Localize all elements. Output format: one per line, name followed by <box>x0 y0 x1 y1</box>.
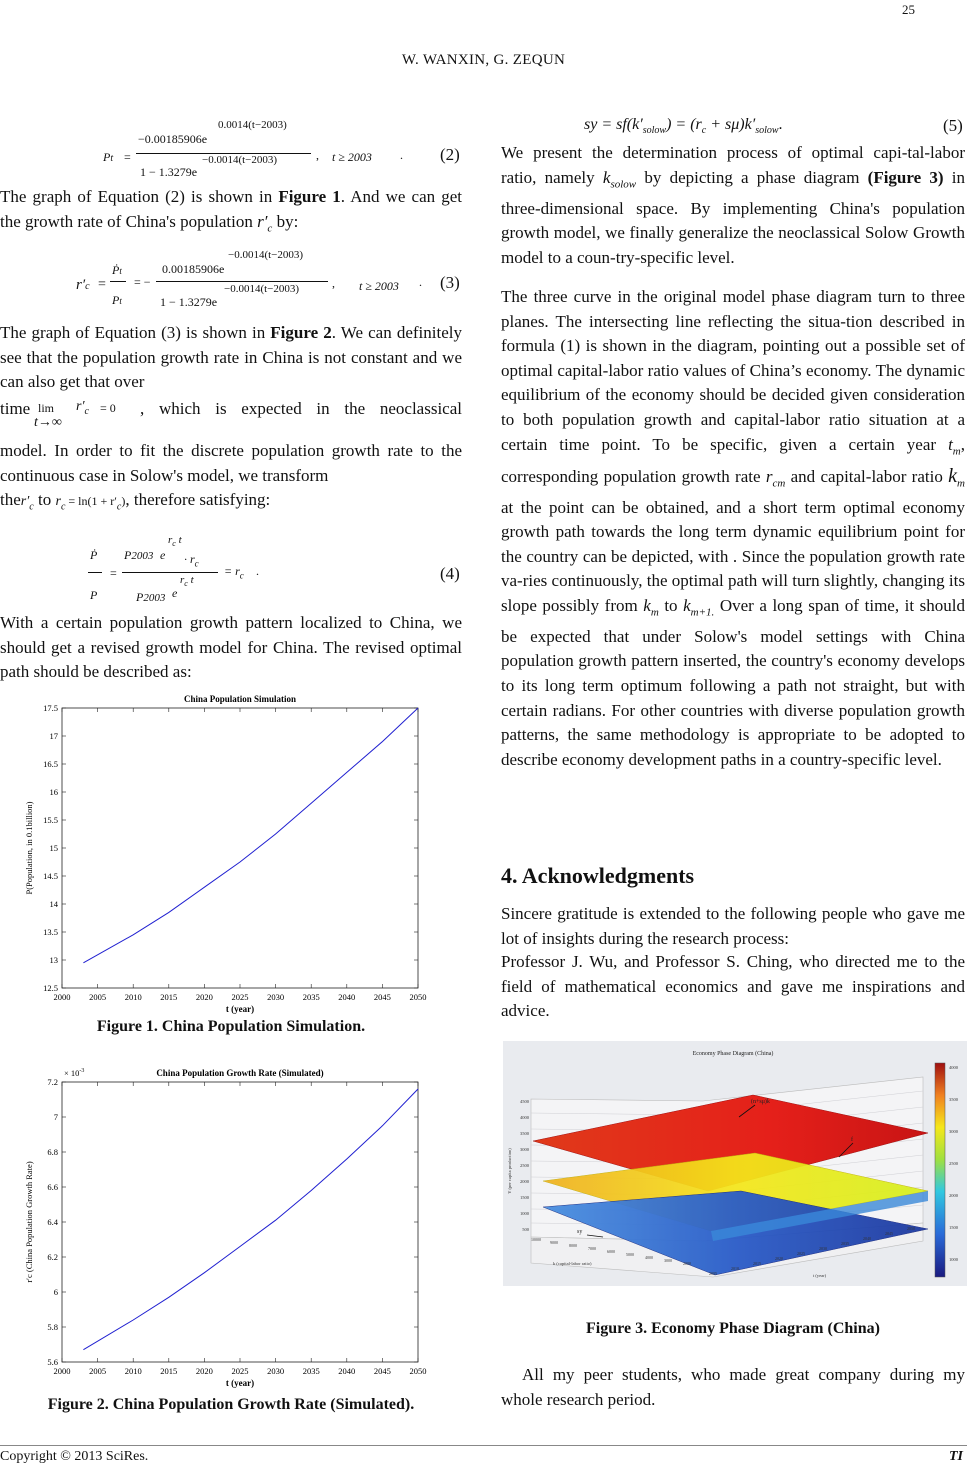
x-tick-label: 2005 <box>89 992 107 1002</box>
fig3-colorbar-tick: 2500 <box>949 1161 958 1166</box>
x-tick-label: 2015 <box>160 992 178 1002</box>
x-tick-label: 2000 <box>53 1366 71 1376</box>
fig3-x-tick: 4000 <box>645 1255 653 1260</box>
figure-2-caption: Figure 2. China Population Growth Rate (Simulated). <box>47 1396 415 1413</box>
chart-title: China Population Simulation <box>183 694 297 704</box>
y-tick-label: 13 <box>49 955 58 965</box>
chart-title: China Population Growth Rate (Simulated) <box>156 1068 324 1078</box>
x-tick-label: 2040 <box>338 992 356 1002</box>
fig3-z-tick: 4000 <box>520 1115 529 1120</box>
x-tick-label: 2000 <box>53 992 71 1002</box>
fig3-x-tick: 10000 <box>531 1237 541 1242</box>
right-paragraph-2: The three curve in the original model phase diagram turn to three planes. The intersecting line reflecting the situa-tion described in formula (1) is shown in the diagram, pointing out a possible set of optimal capital-labor ratio values of China’s economy. The dynamic equilibrium of the economy should be decided given consideration to both population growth and capital-labor ratio situation at a certain time point. To be specific, given a certain year $t_m$, corresponding population growth rate $r_{cm}$ and capital-labor ratio $k_m$ at the point can be obtained, and a short term optimal economy growth path towards the long term dynamic equilibrium point for the country can be depicted, with . Since the population growth rate va-ries continuously, the optimal path will turn slightly, changing its slope possibly from $k_m$ to $k_{m+1.}$ Over a long span of time, it should be expected that under Solow's model settings with China population growth pattern inserted, the country's economy develops to its long term optimum following a path not straight, but with certain radians. For other countries with diverse population growth patterns, the same methodology is appropriate to be adopted to describe economy development paths in a country-specific level. <box>501 287 965 769</box>
right-paragraph-5: All my peer students, who made great company during my whole research period. <box>501 1365 965 1409</box>
fig3-x-tick: 8000 <box>569 1243 577 1248</box>
y-axis-label: P(Population, in 0.1billion) <box>24 801 34 895</box>
y-tick-label: 6.8 <box>47 1147 58 1157</box>
page-number: 25 <box>902 2 915 17</box>
y-tick-label: 13.5 <box>43 927 58 937</box>
limit-line: time lim t→∞ $r'_c$ = 0 , which is expected in the neoclassical <box>0 399 462 430</box>
y-tick-label: 17.5 <box>43 703 58 713</box>
footer-rule <box>0 1445 967 1446</box>
fig3-z-tick: 3000 <box>520 1147 529 1152</box>
y-tick-label: 5.6 <box>47 1357 58 1367</box>
fig3-z-tick: 2000 <box>520 1179 529 1184</box>
x-tick-label: 2045 <box>373 992 391 1002</box>
equation-3: r′c = Ṗt Pt = − −0.0014(t−2003) 0.00185906e −0.0014(t−2003) 1 − 1.3279e , t ≥ 2003 . <box>76 249 422 309</box>
fig3-z-tick: 1000 <box>520 1211 529 1216</box>
y-tick-label: 6 <box>53 1287 58 1297</box>
right-paragraph-1: We present the determination process of optimal capi-tal-labor ratio, namely $k_{solow}$ by depicting a phase diagram (Figure 3) in three-dimensional space. By implementing China's population growth model, we finally generalize the neoclassical Solow Growth model to a coun-try-specific level. <box>501 143 965 267</box>
x-tick-label: 2020 <box>195 1366 213 1376</box>
fig3-x-tick: 5000 <box>626 1252 634 1257</box>
figure-2-chart <box>18 1062 438 1398</box>
x-axis-label: t (year) <box>225 1004 255 1014</box>
left-paragraph-3: With a certain population growth pattern localized to China, we should get a revised growth model for China. The revised optimal path should be described as: <box>0 613 462 682</box>
equation-5: sy = $sf(k'_{solow}) = (r_c + s\mu)k'_{solow}$. <box>584 116 783 137</box>
x-tick-label: 2015 <box>160 1366 178 1376</box>
fig3-y-tick: 2010 <box>731 1266 739 1271</box>
chart-background <box>18 688 438 1024</box>
x-tick-label: 2040 <box>338 1366 356 1376</box>
y-tick-label: 12.5 <box>43 983 58 993</box>
left-paragraph-1: The graph of Equation (2) is shown in Figure 1. And we can get the growth rate of China's population $r'_c$ by: <box>0 187 463 234</box>
y-tick-label: 7 <box>53 1112 58 1122</box>
y-tick-label: 16.5 <box>43 759 58 769</box>
y-tick-label: 7.2 <box>47 1077 58 1087</box>
left-paragraph-2: The graph of Equation (3) is shown in Figure 2. We can definitely see that the population growth rate in China is not constant and we can also get that over <box>0 323 462 392</box>
fig3-colorbar-tick: 3000 <box>949 1129 958 1134</box>
y-tick-label: 16 <box>49 787 58 797</box>
fig3-z-tick: 4500 <box>520 1099 529 1104</box>
fig3-x-tick: 9000 <box>550 1240 558 1245</box>
x-tick-label: 2045 <box>373 1366 391 1376</box>
fig3-y-tick: 2045 <box>885 1231 893 1236</box>
equation-2: Pt = 0.0014(t−2003) −0.00185906e −0.0014(t−2003) 1 − 1.3279e , t ≥ 2003 . <box>103 119 403 179</box>
y-scale-label: × $10^{-3}$ <box>64 1068 85 1078</box>
equation-4-number: (4) <box>440 564 460 583</box>
x-tick-label: 2025 <box>231 1366 249 1376</box>
x-tick-label: 2030 <box>267 992 285 1002</box>
fig3-z-tick: 1500 <box>520 1195 529 1200</box>
fig3-x-tick: 7000 <box>588 1246 596 1251</box>
y-tick-label: 6.4 <box>47 1217 58 1227</box>
fig3-label-b: f <box>851 1137 853 1143</box>
figure-1-chart <box>18 688 438 1024</box>
fig3-z-tick: 3500 <box>520 1131 529 1136</box>
fig3-xlabel: k (capital-labor ratio) <box>553 1261 592 1266</box>
fig3-x-tick: 3000 <box>664 1258 672 1263</box>
fig3-title: Economy Phase Diagram (China) <box>692 1051 774 1057</box>
figure-3-caption: Figure 3. Economy Phase Diagram (China) <box>586 1320 880 1337</box>
transform-line: $ther'_c$ to $r_c = \ln(1 + r'_c)$, therefore satisfying: <box>0 490 271 513</box>
fig3-y-tick: 2040 <box>863 1236 871 1241</box>
fig3-z-tick: 2500 <box>520 1163 529 1168</box>
x-tick-label: 2005 <box>89 1366 107 1376</box>
equation-2-number: (2) <box>440 145 460 164</box>
fig3-colorbar-tick: 1500 <box>949 1225 958 1230</box>
fig3-colorbar-tick: 4000 <box>949 1065 958 1070</box>
fig3-x-tick: 6000 <box>607 1249 615 1254</box>
equation-5-number: (5) <box>943 116 963 135</box>
y-tick-label: 5.8 <box>47 1322 58 1332</box>
x-tick-label: 2010 <box>124 1366 142 1376</box>
y-tick-label: 17 <box>49 731 58 741</box>
fig3-label-a: (n+sμ)k <box>751 1099 770 1105</box>
x-tick-label: 2050 <box>409 1366 427 1376</box>
left-paragraph-2b: model. In order to fit the discrete population growth rate to the continuous case in Solow's model, we transform <box>0 441 462 485</box>
fig3-y-tick: 2030 <box>819 1246 827 1251</box>
fig3-y-tick: 2015 <box>753 1261 761 1266</box>
fig3-y-tick: 2020 <box>775 1256 783 1261</box>
right-paragraph-4: Professor J. Wu, and Professor S. Ching, who directed me to the field of mathematical economics and gave me inspirations and advice. <box>501 952 965 1021</box>
fig3-colorbar-tick: 1000 <box>949 1257 958 1262</box>
fig3-z-tick: 500 <box>522 1227 529 1232</box>
fig3-y-tick: 2005 <box>709 1271 717 1276</box>
fig3-colorbar-tick: 2000 <box>949 1193 958 1198</box>
footer-copyright: Copyright © 2013 SciRes. <box>0 1449 149 1464</box>
y-tick-label: 15.5 <box>43 815 58 825</box>
x-tick-label: 2030 <box>267 1366 285 1376</box>
footer-journal: TI <box>949 1449 963 1464</box>
x-tick-label: 2050 <box>409 992 427 1002</box>
figure-1-caption: Figure 1. China Population Simulation. <box>96 1018 366 1035</box>
equation-3-number: (3) <box>440 273 460 292</box>
y-tick-label: 14 <box>49 899 58 909</box>
x-tick-label: 2020 <box>195 992 213 1002</box>
x-tick-label: 2035 <box>302 992 320 1002</box>
fig3-y-tick: 2035 <box>841 1241 849 1246</box>
fig3-x-tick: 2000 <box>683 1261 691 1266</box>
chart-background <box>18 1062 438 1398</box>
equation-4: Ṗ P = P2003 e $r_c$ t · $r_c$ P2003 e $r_c$ t = $r_c$ . <box>90 534 259 604</box>
y-tick-label: 15 <box>49 843 58 853</box>
section-heading-acknowledgments: 4. Acknowledgments <box>501 863 695 888</box>
fig3-zlabel: Y (per capita production) <box>507 1148 512 1194</box>
fig3-ylabel: t (year) <box>813 1273 827 1278</box>
y-tick-label: 14.5 <box>43 871 58 881</box>
fig3-colorbar-tick: 3500 <box>949 1097 958 1102</box>
figure-3-phase-diagram <box>503 1041 967 1286</box>
fig3-y-tick: 2050 <box>907 1226 915 1231</box>
fig3-colorbar <box>935 1063 945 1277</box>
y-tick-label: 6.2 <box>47 1252 58 1262</box>
fig3-y-tick: 2025 <box>797 1251 805 1256</box>
fig3-label-c: sy <box>577 1229 583 1235</box>
x-axis-label: t (year) <box>225 1378 255 1388</box>
x-tick-label: 2025 <box>231 992 249 1002</box>
running-header: W. WANXIN, G. ZEQUN <box>401 52 566 68</box>
x-tick-label: 2035 <box>302 1366 320 1376</box>
x-tick-label: 2010 <box>124 992 142 1002</box>
y-tick-label: 6.6 <box>47 1182 58 1192</box>
y-axis-label: r′c (China Population Growth Rate) <box>24 1161 34 1283</box>
right-paragraph-3: Sincere gratitude is extended to the following people who gave me lot of insights during the research process: <box>501 904 965 948</box>
